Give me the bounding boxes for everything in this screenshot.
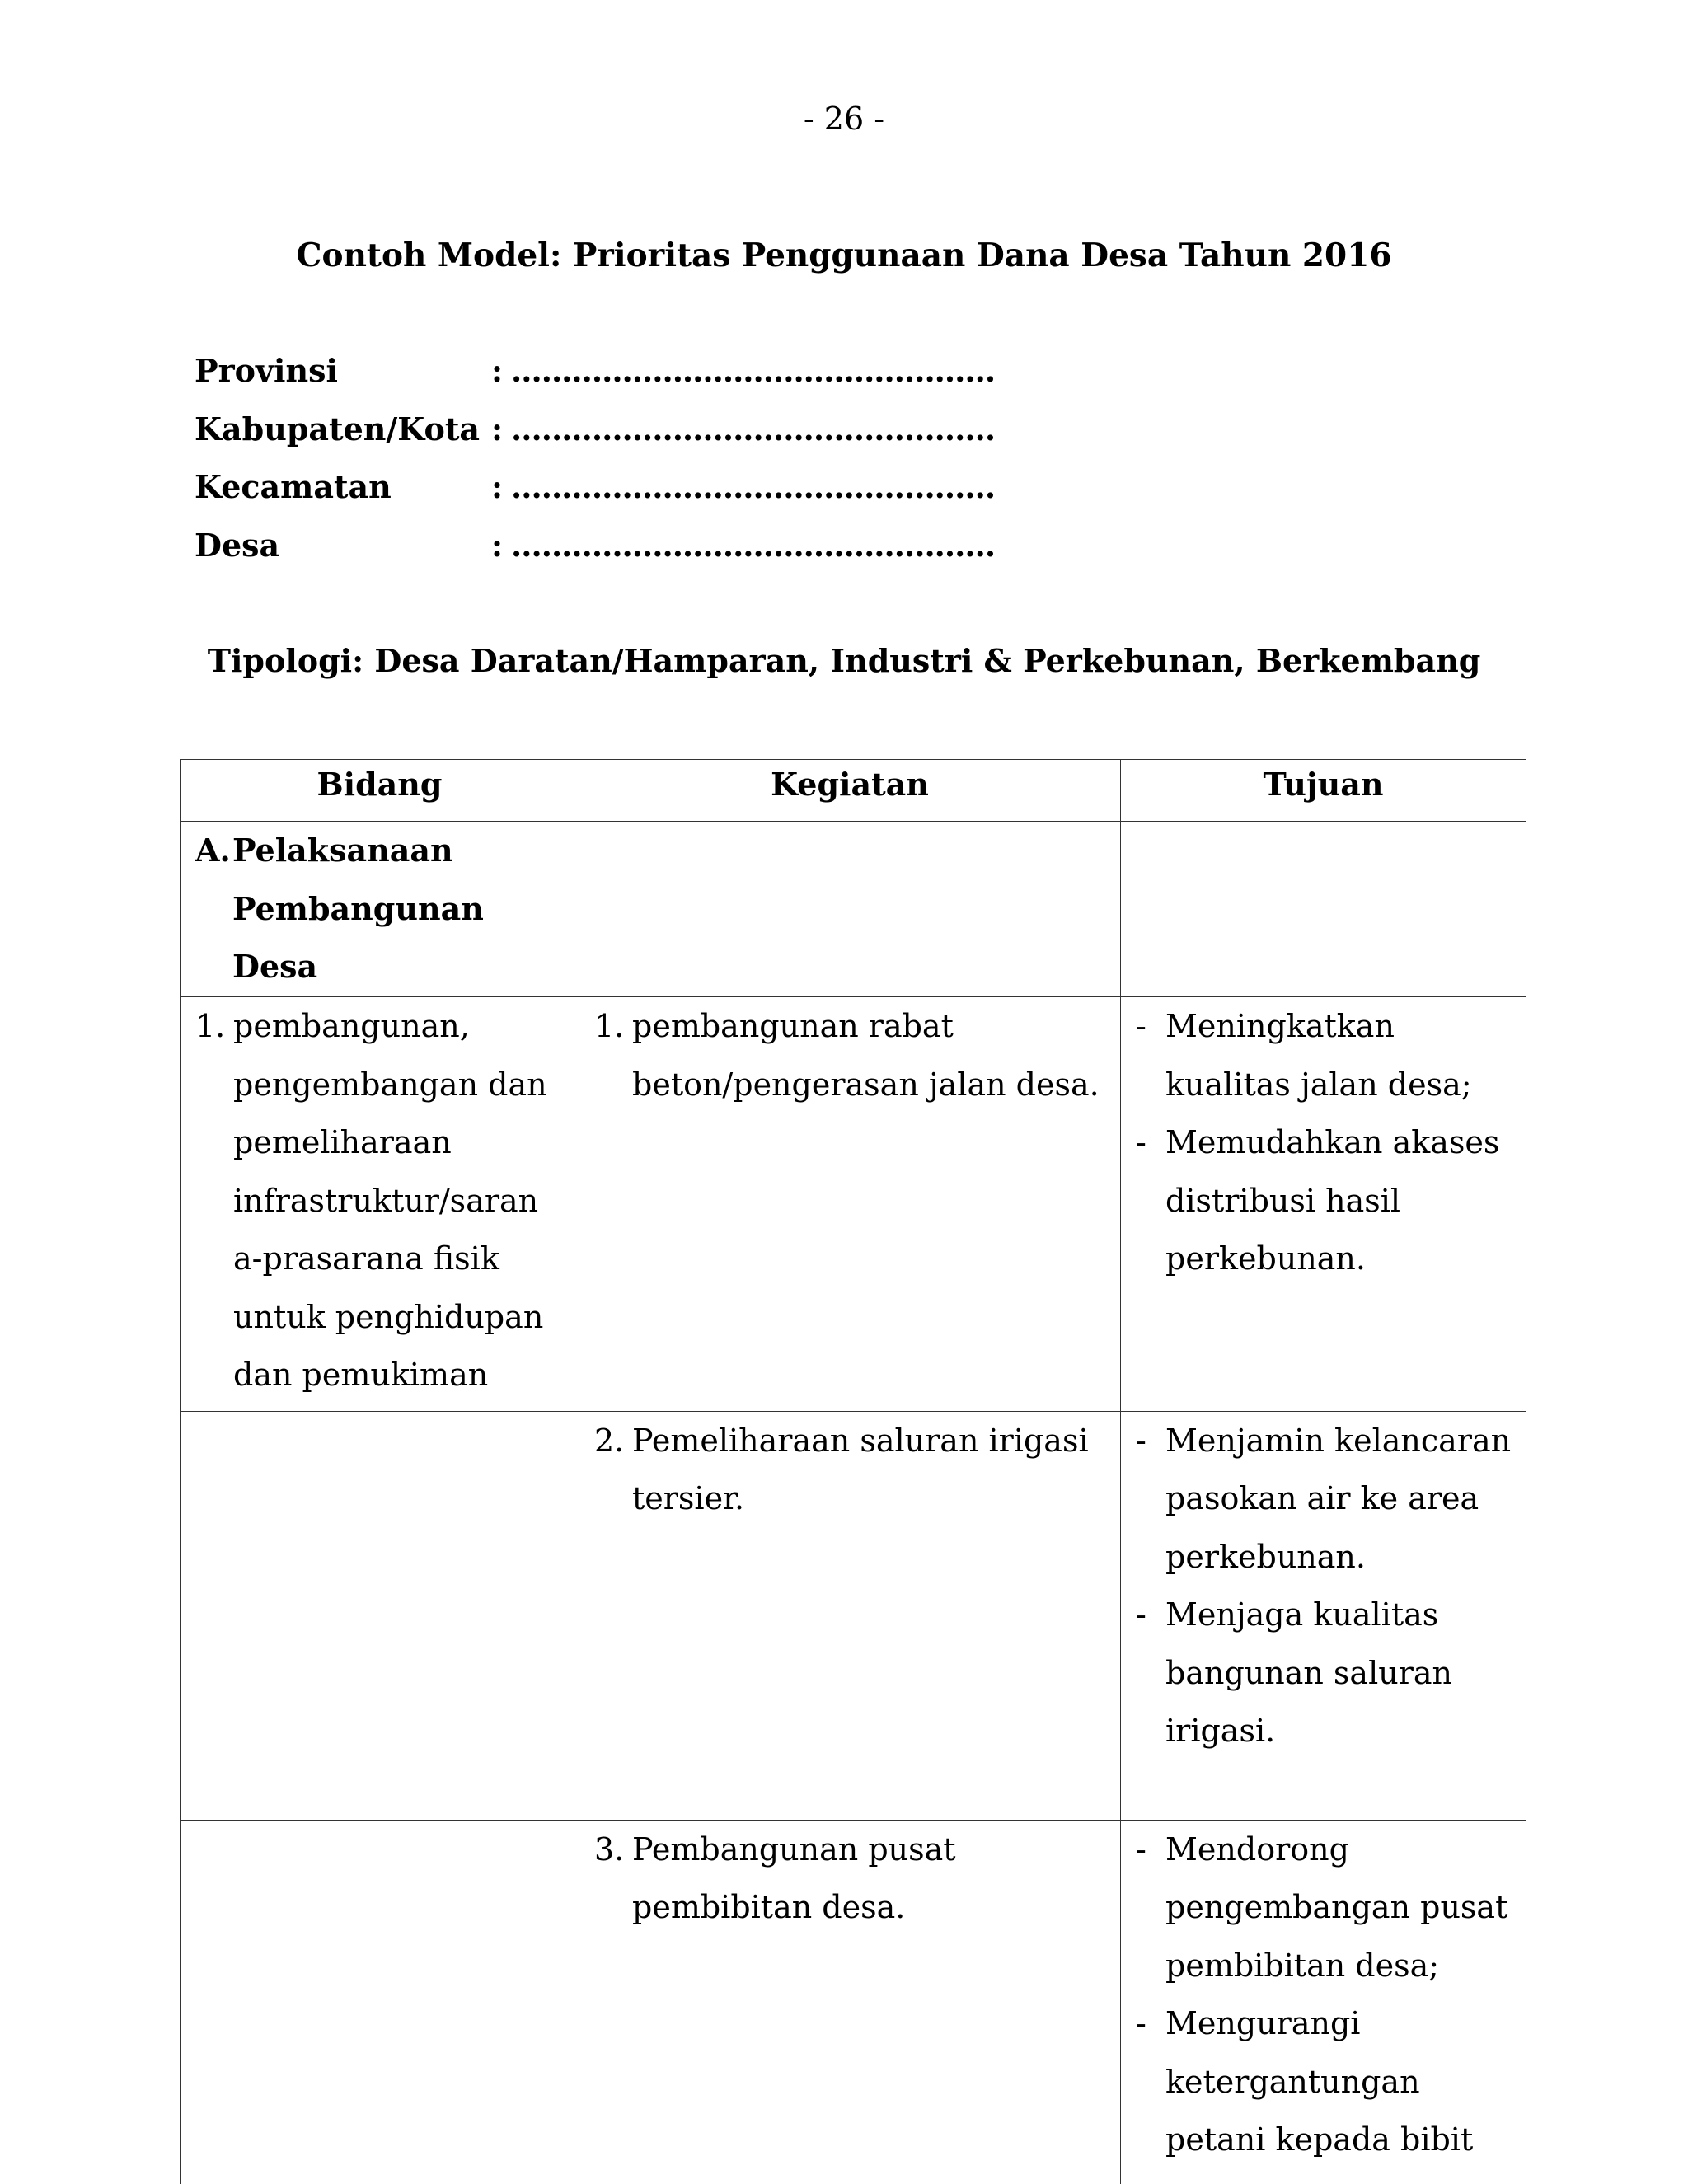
bidang-item [195,997,569,1404]
cell-tujuan [1121,1820,1526,2184]
field-colon: : [491,352,504,389]
bullet-text: Meningkatkan kualitas jalan desa; [1165,1008,1472,1103]
field-label: Kecamatan [195,468,392,505]
cell-kegiatan [579,1411,1121,1820]
bullet-text: Menjaga kualitas bangunan saluran irigasi. [1165,1596,1453,1749]
kegiatan-item [594,1821,1110,1937]
tujuan-item [1136,1821,1516,1995]
bullet-dash: - [1136,1008,1146,1044]
cell-bidang-empty [181,1411,579,1820]
cell-tujuan [1121,997,1526,1412]
cell-kegiatan [579,1820,1121,2184]
item-text: pembangunan rabat beton/pengerasan jalan desa. [632,1008,1100,1103]
bullet-dash: - [1136,1596,1146,1633]
item-text: Pemeliharaan saluran irigasi tersier. [632,1422,1089,1516]
table-row [181,1820,1526,2184]
tujuan-item [1136,1412,1516,1586]
header-bidang: Bidang [181,760,579,822]
kegiatan-item [594,1412,1110,1528]
cell-empty [1121,822,1526,997]
field-label: Kabupaten/Kota [195,410,480,448]
item-text: Pembangunan pusat pembibitan desa. [632,1830,956,1925]
page-number: - 26 - [803,101,885,137]
field-value: ................................................ [511,352,996,389]
item-number: 2. [594,1422,625,1459]
tujuan-item [1136,1994,1516,2169]
section-a-text: Pelaksanaan Pembangunan Desa [232,832,484,985]
field-kecamatan [195,464,1348,523]
item-number: 1. [195,1008,226,1044]
document-title: Contoh Model: Prioritas Penggunaan Dana Desa Tahun 2016 [296,237,1392,274]
section-a-label: A. [195,832,231,869]
priority-table [180,759,1526,2184]
table-row [181,1411,1526,1820]
field-colon: : [491,410,504,448]
bullet-dash: - [1136,1830,1146,1868]
bullet-text: Mengurangi ketergantungan petani kepada bibit [1165,2005,1474,2158]
cell-kegiatan [579,997,1121,1412]
cell-empty [579,822,1121,997]
field-value: ................................................ [511,468,996,505]
bullet-text: Mendorong pengembangan pusat pembibitan desa; [1165,1830,1508,1984]
table-row-section-a [181,822,1526,997]
field-desa [195,523,1348,581]
field-value: ................................................ [511,410,996,448]
field-colon: : [491,526,504,564]
tujuan-item [1136,1113,1516,1288]
priority-table-wrapper [180,759,1526,2184]
item-text: pembangunan, pengembangan dan pemeliharaan infrastruktur/saran a-prasarana fisik untuk penghidupan dan pemukiman [233,1008,547,1393]
field-value: ................................................ [511,526,996,564]
table-header-row [181,760,1526,822]
bullet-dash: - [1136,2005,1146,2041]
field-kabupaten-kota [195,406,1348,465]
field-provinsi [195,348,1348,406]
header-fields [195,348,1348,580]
bullet-text: Memudahkan akases distribusi hasil perkebunan. [1165,1124,1500,1277]
field-label: Provinsi [195,352,338,389]
cell-tujuan [1121,1411,1526,1820]
item-number: 1. [594,1008,625,1044]
bullet-text: Menjamin kelancaran pasokan air ke area perkebunan. [1165,1422,1512,1575]
typology-heading: Tipologi: Desa Daratan/Hamparan, Industri & Perkebunan, Berkembang [207,642,1481,679]
header-tujuan: Tujuan [1121,760,1526,822]
cell-bidang-empty [181,1820,579,2184]
field-label: Desa [195,526,280,564]
tujuan-item [1136,997,1516,1113]
cell-section-a [181,822,579,997]
table-row [181,997,1526,1412]
header-kegiatan: Kegiatan [579,760,1121,822]
item-number: 3. [594,1830,625,1868]
field-colon: : [491,468,504,505]
cell-bidang [181,997,579,1412]
tujuan-item [1136,1586,1516,1760]
bullet-dash: - [1136,1124,1146,1160]
kegiatan-item [594,997,1110,1113]
bullet-dash: - [1136,1422,1146,1459]
section-a-heading [181,822,579,996]
